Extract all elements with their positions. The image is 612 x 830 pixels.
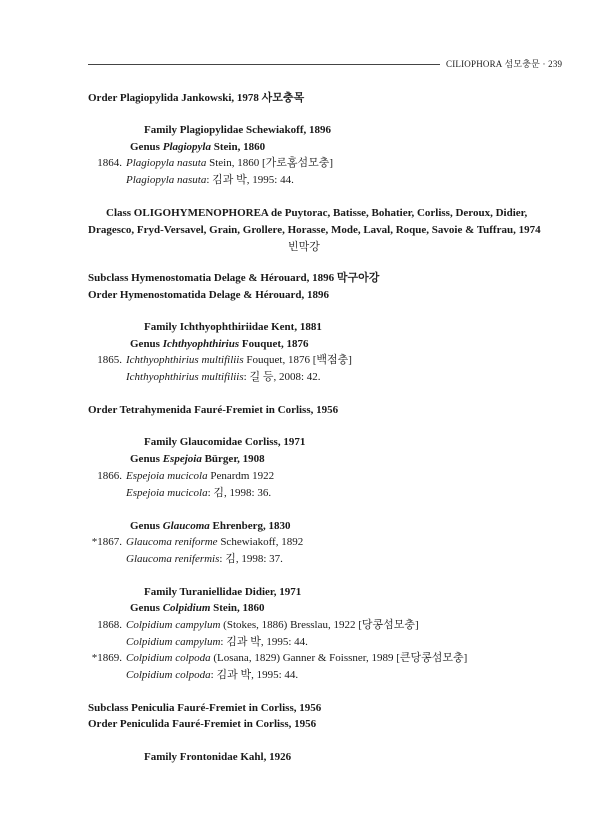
species-entry: 1868. Colpidium campylum (Stokes, 1886) Bresslau, 1922 [당콩섬모충] xyxy=(97,619,419,631)
species-reference: Colpidium colpoda: 김과 박, 1995: 44. xyxy=(126,669,299,681)
family-heading: Family Plagiopylidae Schewiakoff, 1896 xyxy=(144,124,331,136)
class-heading-line-1: Class OLIGOHYMENOPHOREA de Puytorac, Batisse, Bohatier, Corliss, Deroux, Didier, xyxy=(106,207,528,219)
running-header: CILIOPHORA 섬모충문 · 239 xyxy=(446,59,563,69)
genus-heading: Genus Plagiopyla Stein, 1860 xyxy=(130,141,266,153)
class-heading-line-3: 빈막강 xyxy=(288,241,320,253)
subclass-heading: Subclass Hymenostomatia Delage & Hérouard, 1896 막구아강 xyxy=(88,272,380,284)
header-rule xyxy=(88,64,440,65)
genus-heading: Genus Espejoia Bürger, 1908 xyxy=(130,453,265,465)
order-heading: Order Hymenostomatida Delage & Hérouard, 1896 xyxy=(88,289,329,301)
species-reference: Colpidium campylum: 김과 박, 1995: 44. xyxy=(126,636,308,648)
family-heading: Family Frontonidae Kahl, 1926 xyxy=(144,751,292,763)
species-entry: 1866. Espejoia mucicola Penardm 1922 xyxy=(97,470,275,482)
genus-heading: Genus Ichthyophthirius Fouquet, 1876 xyxy=(130,338,309,350)
species-reference: Plagiopyla nasuta: 김과 박, 1995: 44. xyxy=(126,174,294,186)
species-reference: Glaucoma renifermis: 김, 1998: 37. xyxy=(126,553,283,565)
family-heading: Family Turaniellidae Didier, 1971 xyxy=(144,586,302,598)
genus-heading: Genus Colpidium Stein, 1860 xyxy=(130,602,265,614)
species-entry: *1867. Glaucoma reniforme Schewiakoff, 1892 xyxy=(91,536,304,548)
order-heading: Order Tetrahymenida Fauré-Fremiet in Corliss, 1956 xyxy=(88,404,339,416)
species-reference: Ichthyophthirius multifiliis: 길 등, 2008: 42. xyxy=(126,371,321,383)
species-reference: Espejoia mucicola: 김, 1998: 36. xyxy=(126,487,272,499)
genus-heading: Genus Glaucoma Ehrenberg, 1830 xyxy=(130,520,291,532)
family-heading: Family Ichthyophthiriidae Kent, 1881 xyxy=(144,321,322,333)
species-entry: *1869. Colpidium colpoda (Losana, 1829) Ganner & Foissner, 1989 [큰당콩섬모충] xyxy=(91,652,468,664)
family-heading: Family Glaucomidae Corliss, 1971 xyxy=(144,436,306,448)
order-heading: Order Plagiopylida Jankowski, 1978 사모충목 xyxy=(88,92,305,104)
subclass-heading: Subclass Peniculia Fauré-Fremiet in Corliss, 1956 xyxy=(88,702,322,714)
species-entry: 1864. Plagiopyla nasuta Stein, 1860 [가로홈섬모충] xyxy=(97,157,334,169)
class-heading-line-2: Dragesco, Fryd-Versavel, Grain, Grollere, Horasse, Mode, Laval, Roque, Savoie & Tuffrau, 1974 xyxy=(88,224,541,236)
species-entry: 1865. Ichthyophthirius multifiliis Fouquet, 1876 [백점충] xyxy=(97,354,352,366)
order-heading: Order Peniculida Fauré-Fremiet in Corliss, 1956 xyxy=(88,718,317,730)
